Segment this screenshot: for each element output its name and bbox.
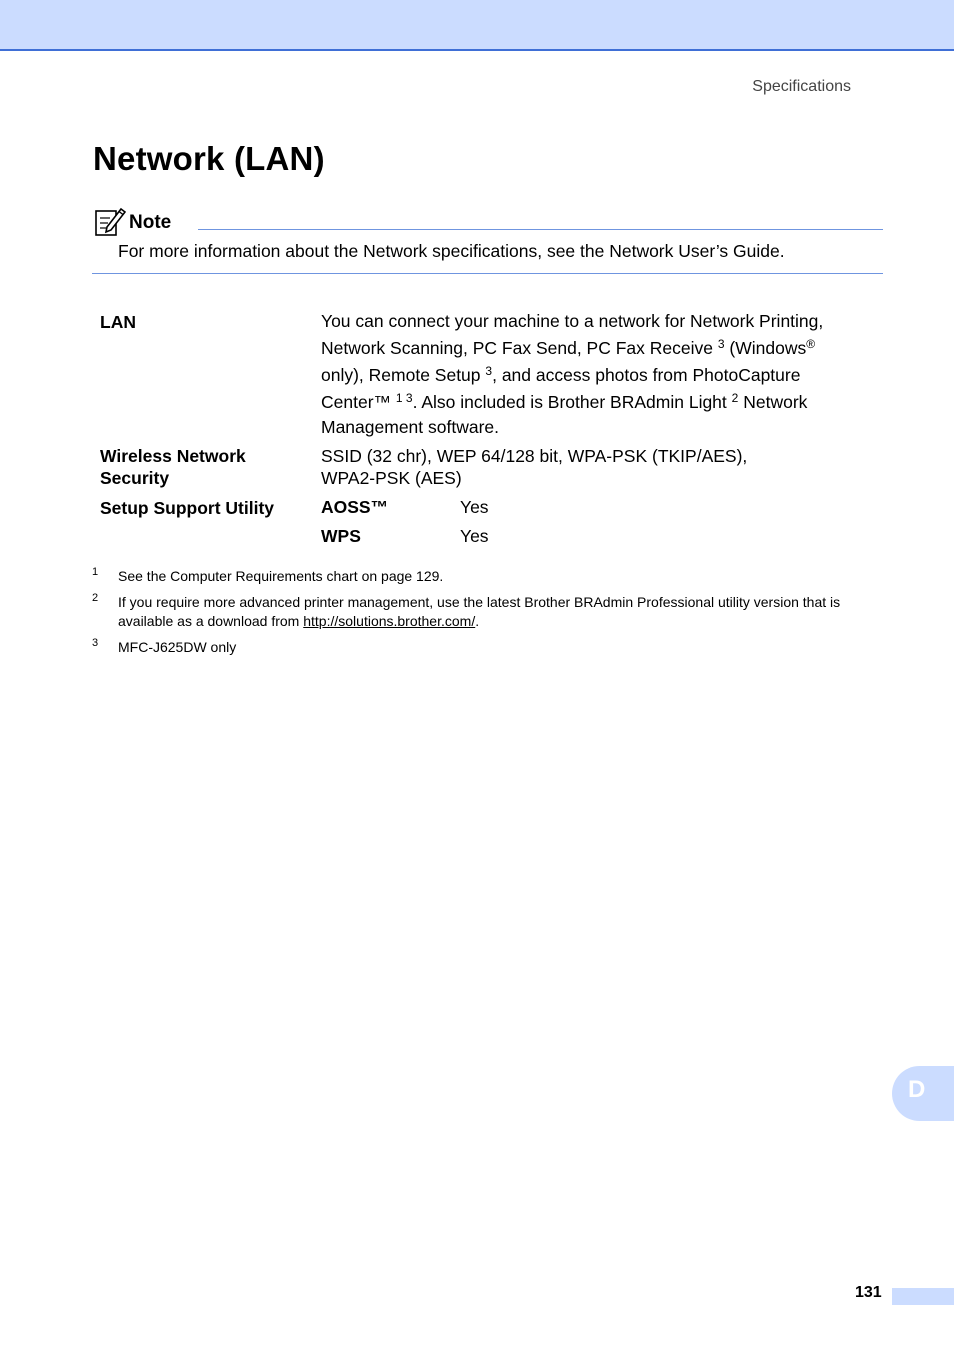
setup-value-wps: Yes <box>460 526 489 546</box>
registered-mark: ® <box>806 337 816 351</box>
lan-text: Center™ <box>321 392 392 412</box>
wireless-value-line: WPA2-PSK (AES) <box>321 468 462 488</box>
footnote-text: MFC-J625DW only <box>118 639 237 655</box>
wireless-value-line: SSID (32 chr), WEP 64/128 bit, WPA-PSK (TKIP/AES), <box>321 446 748 466</box>
footnote-line: If you require more advanced printer management, use the latest Brother BRAdmin Professional utility version that is <box>118 594 841 610</box>
footnote-line <box>118 612 840 631</box>
setup-value-aoss: Yes <box>460 497 489 517</box>
setup-key-wps: WPS <box>321 526 361 546</box>
footnote-number: 3 <box>92 637 99 649</box>
wireless-label-line: Wireless Network <box>100 446 246 466</box>
footnote-ref: 2 <box>731 391 739 405</box>
wireless-label-line: Security <box>100 468 170 488</box>
note-pencil-icon <box>94 205 126 237</box>
footnote-fragment: available as a download from <box>118 613 304 629</box>
spec-label-setup: Setup Support Utility <box>100 498 275 518</box>
lan-text: Network <box>738 392 808 412</box>
section-header: Specifications <box>752 78 851 95</box>
footnote-ref: 3 <box>717 337 725 351</box>
spec-label-wireless <box>100 445 246 489</box>
note-text: For more information about the Network specifications, see the Network User’s Guide. <box>118 241 785 261</box>
footnote-ref: 3 <box>485 364 493 378</box>
page-title: Network (LAN) <box>93 140 325 177</box>
footnote-number: 1 <box>92 566 99 578</box>
lan-line-1 <box>321 308 823 335</box>
lan-text: Network Scanning, PC Fax Send, PC Fax Receive <box>321 338 713 358</box>
footnote-fragment: . <box>475 613 480 629</box>
lan-line-3 <box>321 362 823 389</box>
header-band <box>0 0 954 51</box>
lan-line-2 <box>321 335 823 362</box>
page-number: 131 <box>855 1284 882 1301</box>
note-label: Note <box>129 212 172 233</box>
chapter-tab-letter: D <box>908 1076 926 1103</box>
footnote-ref: 1 3 <box>395 391 413 405</box>
spec-value-wireless <box>321 445 747 489</box>
note-rule-bottom <box>92 273 883 274</box>
lan-line-4 <box>321 389 823 416</box>
footnote-text <box>118 593 840 631</box>
lan-text: only), Remote Setup <box>321 365 481 385</box>
footnote-text: See the Computer Requirements chart on page 129. <box>118 568 444 584</box>
note-rule-top <box>198 229 883 230</box>
lan-text: Management software. <box>321 417 500 437</box>
footnote-number: 2 <box>92 592 99 604</box>
spec-label-lan: LAN <box>100 312 136 332</box>
lan-line-5 <box>321 416 823 438</box>
setup-key-aoss: AOSS™ <box>321 497 389 517</box>
lan-text: . Also included is Brother BRAdmin Light <box>412 392 727 412</box>
lan-text: (Windows <box>724 338 807 358</box>
brother-solutions-link[interactable]: http://solutions.brother.com/ <box>303 613 476 629</box>
spec-value-lan <box>321 308 823 438</box>
page-number-bar <box>892 1288 954 1305</box>
lan-text: , and access photos from PhotoCapture <box>492 365 801 385</box>
lan-text: You can connect your machine to a network for Network Printing, <box>321 311 824 331</box>
